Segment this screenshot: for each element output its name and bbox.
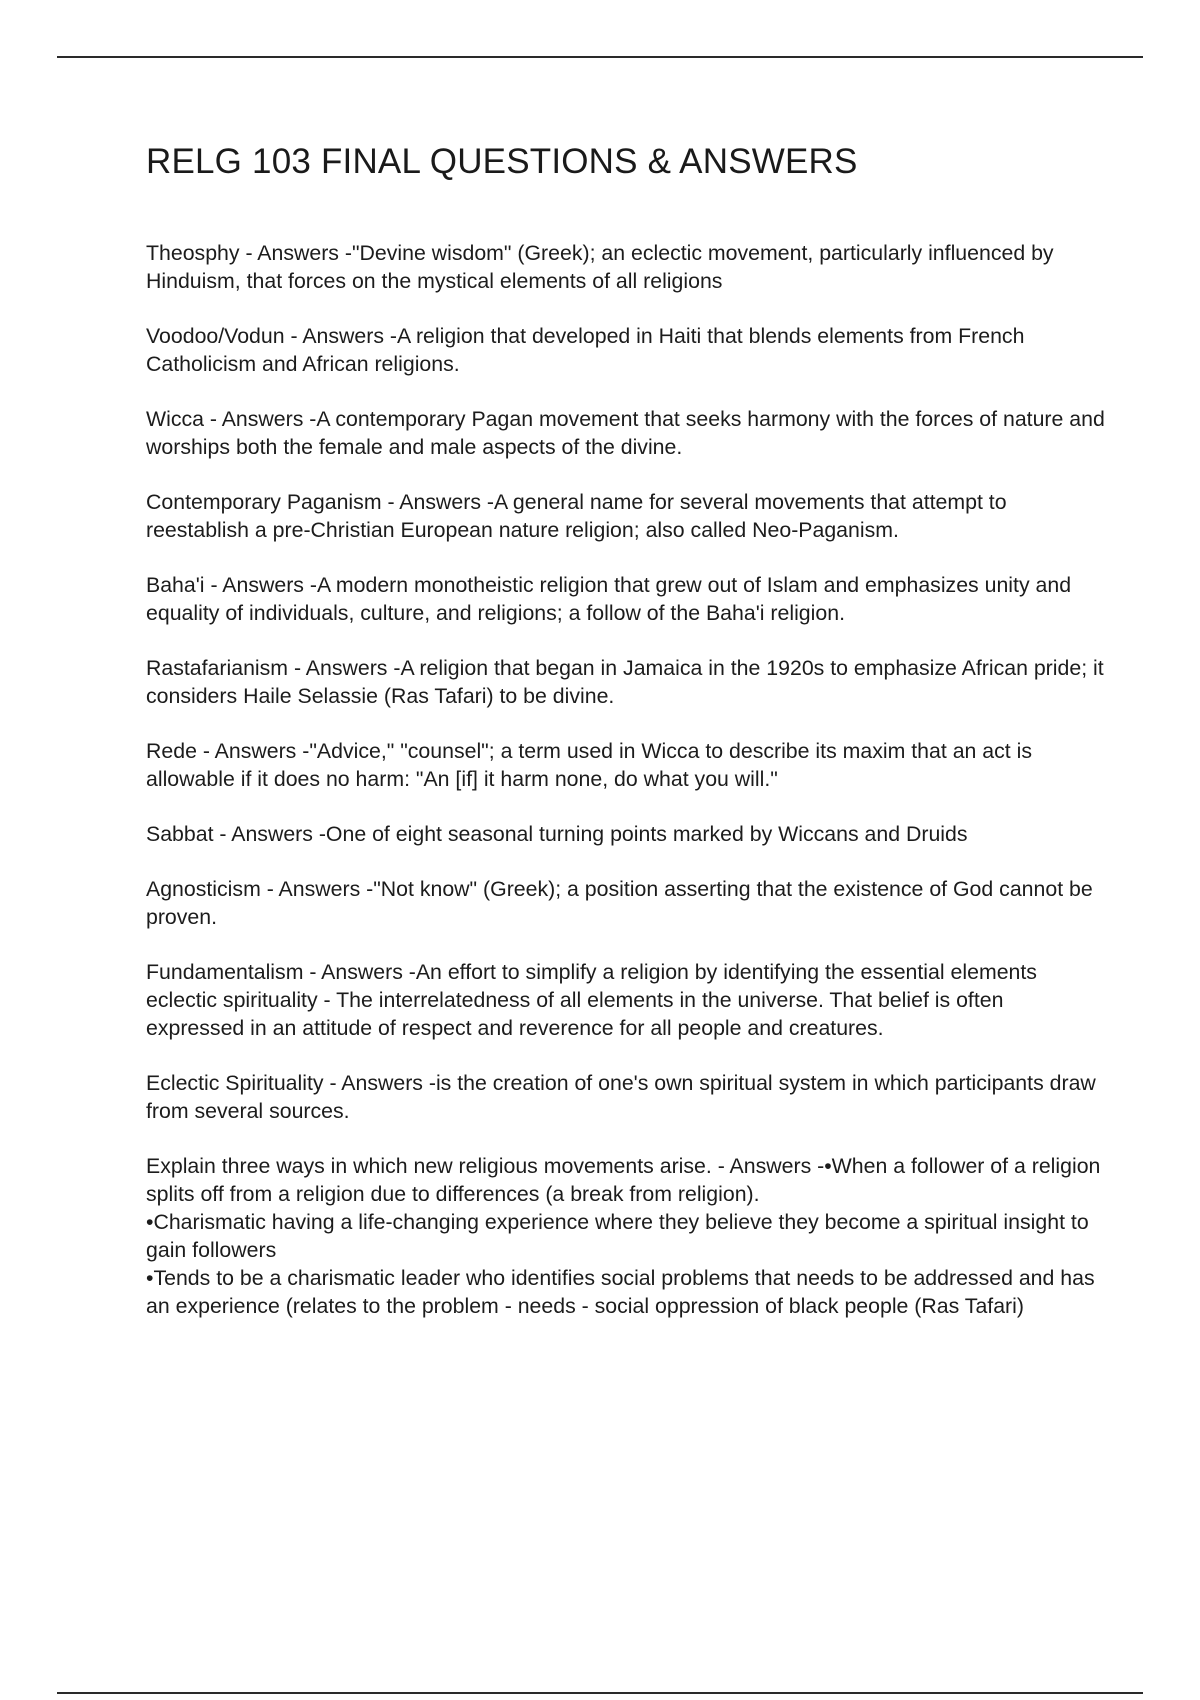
entry-bullet: •Tends to be a charismatic leader who identifies social problems that needs to be addressed and has an experience (relates to the problem - needs - social oppression of black people (Ras Tafari) [146,1266,1095,1318]
qa-entry-eclectic-spirituality [146,1069,1106,1125]
entry-text: eclectic spirituality - The interrelatedness of all elements in the universe. That belief is often expressed in an attitude of respect and reverence for all people and creatures. [146,988,1004,1040]
qa-entry-voodoo [146,322,1106,378]
qa-entry-rede [146,737,1106,793]
entry-text: Rastafarianism - Answers -A religion that began in Jamaica in the 1920s to emphasize African pride; it considers Haile Selassie (Ras Tafari) to be divine. [146,656,1104,708]
qa-entry-fundamentalism [146,958,1106,1042]
qa-entry-wicca [146,405,1106,461]
entry-text: Sabbat - Answers -One of eight seasonal turning points marked by Wiccans and Druids [146,822,968,846]
document-body [146,142,1106,1347]
entry-text: Theosphy - Answers -"Devine wisdom" (Greek); an eclectic movement, particularly influenced by Hinduism, that forces on the mystical elements of all religions [146,241,1054,293]
entry-text: Contemporary Paganism - Answers -A general name for several movements that attempt to reestablish a pre-Christian European nature religion; also called Neo-Paganism. [146,490,1007,542]
page-title: RELG 103 FINAL QUESTIONS & ANSWERS [146,142,858,181]
entry-text: Voodoo/Vodun - Answers -A religion that developed in Haiti that blends elements from French Catholicism and African religions. [146,324,1025,376]
qa-entry-new-religious-movements [146,1152,1106,1320]
entry-text: Rede - Answers -"Advice," "counsel"; a term used in Wicca to describe its maxim that an act is allowable if it does no harm: "An [if] it harm none, do what you will." [146,739,1033,791]
qa-entry-agnosticism [146,875,1106,931]
entry-text: Agnosticism - Answers -"Not know" (Greek); a position asserting that the existence of God cannot be proven. [146,877,1093,929]
qa-entry-contemporary-paganism [146,488,1106,544]
entry-bullet: •Charismatic having a life-changing experience where they believe they become a spiritual insight to gain followers [146,1210,1089,1262]
entry-text: Fundamentalism - Answers -An effort to simplify a religion by identifying the essential elements [146,960,1037,984]
qa-entry-rastafarianism [146,654,1106,710]
entry-text: Wicca - Answers -A contemporary Pagan movement that seeks harmony with the forces of nature and worships both the female and male aspects of the divine. [146,407,1105,459]
entry-text: Explain three ways in which new religious movements arise. - Answers -•When a follower of a religion splits off from a religion due to differences (a break from religion). [146,1154,1101,1206]
qa-entry-sabbat [146,820,1106,848]
qa-entry-bahai [146,571,1106,627]
entry-text: Baha'i - Answers -A modern monotheistic religion that grew out of Islam and emphasizes unity and equality of individuals, culture, and religions; a follow of the Baha'i religion. [146,573,1072,625]
top-rule [57,56,1143,58]
entry-text: Eclectic Spirituality - Answers -is the creation of one's own spiritual system in which participants draw from several sources. [146,1071,1096,1123]
qa-entry-theosophy [146,239,1106,295]
bottom-rule [57,1692,1143,1694]
